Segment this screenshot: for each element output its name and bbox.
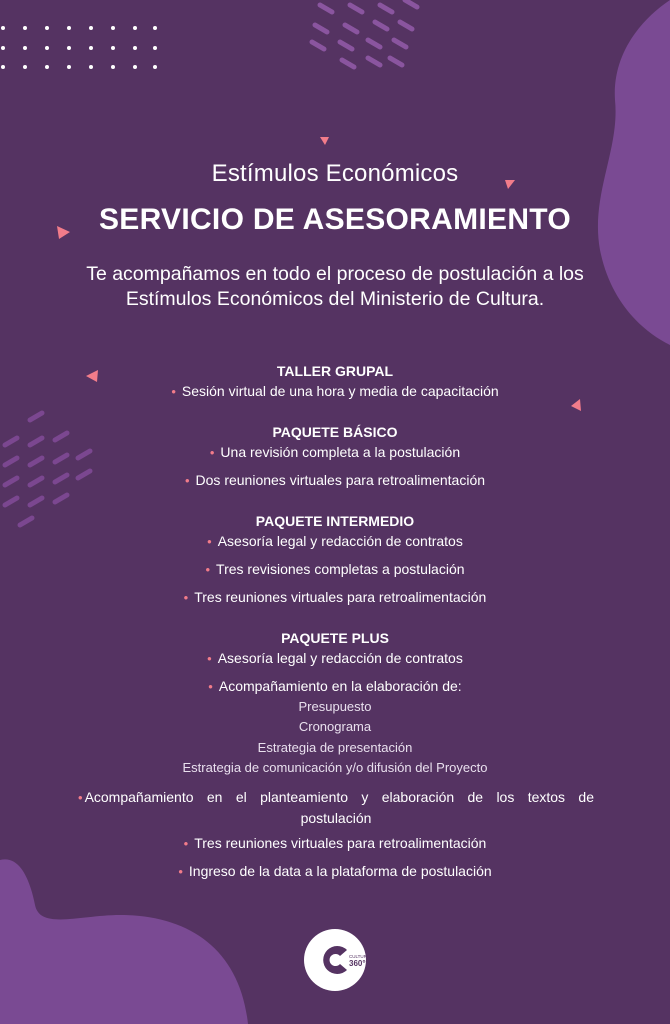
page-subtitle: Estímulos Económicos — [211, 160, 459, 187]
sub-list-item: Estrategia de comunicación y/o difusión del Proyecto — [182, 760, 488, 775]
bullet-icon: • — [207, 651, 212, 666]
list-item: • Asesoría legal y redacción de contratos — [207, 533, 463, 549]
sub-list-item: Presupuesto — [298, 699, 372, 714]
list-item: • Dos reuniones virtuales para retroalimentación — [184, 472, 486, 488]
list-item: • Tres reuniones virtuales para retroalimentación — [183, 589, 487, 605]
bullet-icon: • — [178, 864, 183, 879]
bullet-icon: • — [208, 679, 213, 694]
bullet-icon: • — [78, 790, 83, 805]
paquete-basico-title: PAQUETE BÁSICO — [272, 424, 398, 440]
bullet-icon: • — [184, 473, 190, 488]
list-item: • Tres reuniones virtuales para retroalimentación — [183, 835, 487, 851]
paquete-plus-title: PAQUETE PLUS — [281, 630, 389, 646]
bullet-icon: • — [183, 836, 189, 851]
paquete-intermedio-title: PAQUETE INTERMEDIO — [255, 513, 415, 529]
page-title: SERVICIO DE ASESORAMIENTO — [98, 203, 572, 236]
bullet-icon: • — [171, 384, 176, 399]
cultura-360-logo — [303, 928, 370, 992]
list-item-wide — [78, 787, 594, 828]
sub-list-item: Estrategia de presentación — [257, 740, 413, 755]
justified-line: • Acompañamiento en el planteamiento y elaboración de los textos de — [78, 789, 594, 805]
bullet-icon: • — [183, 590, 189, 605]
list-item: • Tres revisiones completas a postulación — [205, 561, 465, 577]
intro-line-2: Estímulos Económicos del Ministerio de Cultura. — [125, 288, 545, 310]
list-item: • Sesión virtual de una hora y media de capacitación — [171, 383, 499, 399]
bullet-icon: • — [209, 445, 215, 460]
wrapped-line: postulación — [300, 810, 372, 826]
list-item: • Asesoría legal y redacción de contratos — [207, 650, 463, 666]
list-item: • Acompañamiento en la elaboración de: — [208, 678, 462, 694]
bullet-icon: • — [207, 534, 212, 549]
list-item: • Ingreso de la data a la plataforma de postulación — [178, 863, 492, 879]
bullet-icon: • — [205, 562, 211, 577]
logo-text-bottom: 360° — [349, 959, 366, 968]
logo-text-top: CULTURA — [349, 954, 370, 959]
taller-grupal-title: TALLER GRUPAL — [276, 363, 394, 379]
sub-list-item: Cronograma — [298, 719, 372, 734]
list-item: • Una revisión completa a la postulación — [209, 444, 461, 460]
intro-text — [40, 262, 630, 312]
intro-line-1: Te acompañamos en todo el proceso de postulación a los — [86, 263, 584, 285]
